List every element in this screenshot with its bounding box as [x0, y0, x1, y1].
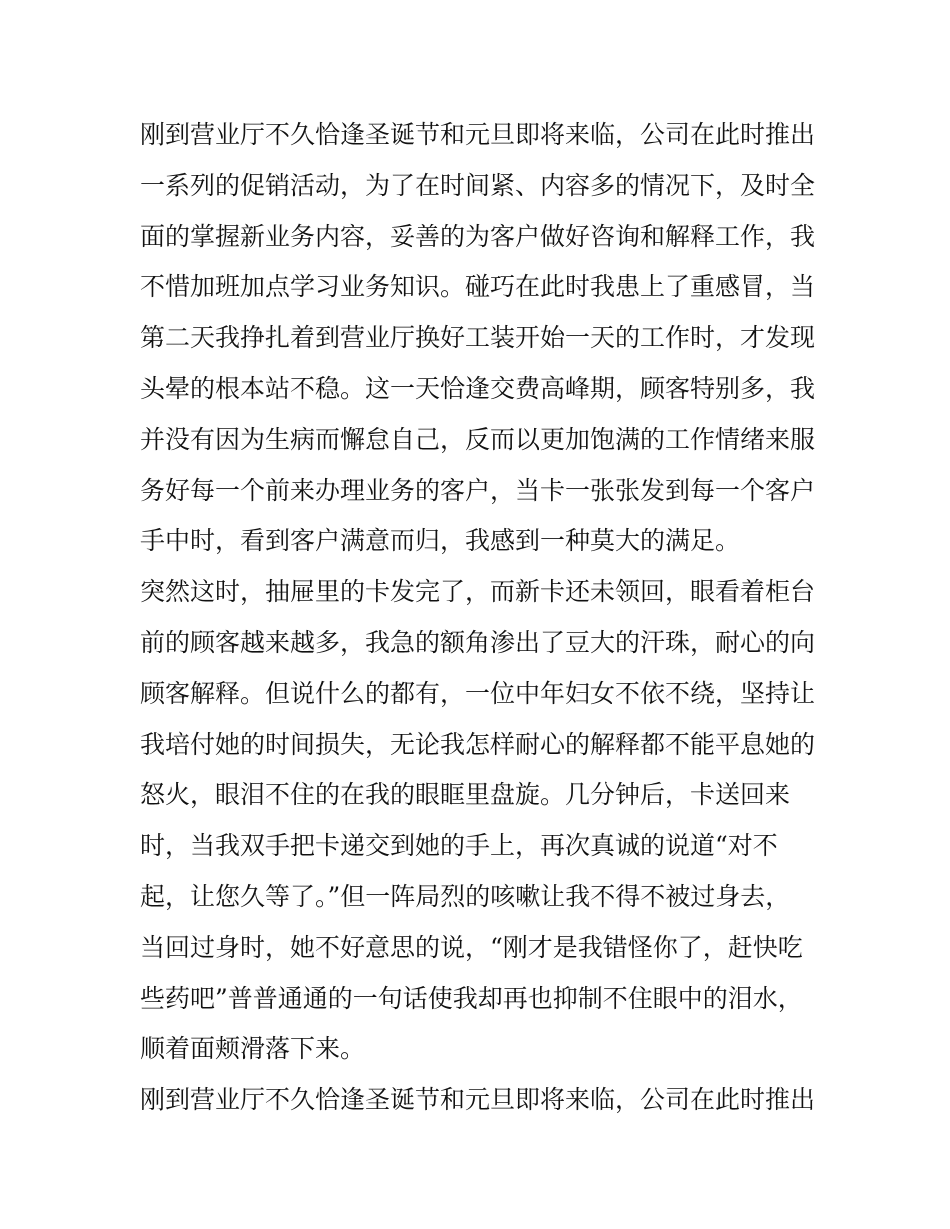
text-line: 突然这时，抽屉里的卡发完了，而新卡还未领回，眼看着柜台 [140, 577, 816, 607]
text-line: 顺着面颊滑落下来。 [140, 1034, 366, 1064]
text-line: 前的顾客越来越多，我急的额角渗出了豆大的汗珠，耐心的向 [140, 627, 816, 657]
text-line: 务好每一个前来办理业务的客户，当卡一张张发到每一个客户 [140, 475, 816, 505]
text-line: 些药吧”普普通通的一句话使我却再也抑制不住眼中的泪水， [140, 983, 803, 1013]
text-line: 时，当我双手把卡递交到她的手上，再次真诚的说道“对不 [140, 831, 778, 861]
text-line: 刚到营业厅不久恰逢圣诞节和元旦即将来临，公司在此时推出 [140, 1085, 816, 1115]
text-line: 起，让您久等了。”但一阵局烈的咳嗽让我不得不被过身去， [140, 881, 791, 911]
text-line: 我培付她的时间损失，无论我怎样耐心的解释都不能平息她的 [140, 729, 816, 759]
text-line: 第二天我挣扎着到营业厅换好工装开始一天的工作时，才发现 [140, 323, 816, 353]
text-line: 不惜加班加点学习业务知识。碰巧在此时我患上了重感冒，当 [140, 272, 816, 302]
text-line: 手中时，看到客户满意而归，我感到一种莫大的满足。 [140, 526, 741, 556]
document-body [140, 110, 820, 1126]
text-line: 怒火，眼泪不住的在我的眼眶里盘旋。几分钟后，卡送回来 [140, 780, 791, 810]
text-line: 头晕的根本站不稳。这一天恰逢交费高峰期，顾客特别多，我 [140, 373, 816, 403]
text-line: 刚到营业厅不久恰逢圣诞节和元旦即将来临，公司在此时推出 [140, 120, 816, 149]
text-line: 一系列的促销活动，为了在时间紧、内容多的情况下，及时全 [140, 170, 816, 200]
text-line: 当回过身时，她不好意思的说，“刚才是我错怪你了，赶快吃 [140, 932, 803, 962]
text-line: 面的掌握新业务内容，妥善的为客户做好咨询和解释工作，我 [140, 221, 816, 251]
text-line: 顾客解释。但说什么的都有，一位中年妇女不依不绕，坚持让 [140, 678, 816, 708]
text-line: 并没有因为生病而懈怠自己，反而以更加饱满的工作情绪来服 [140, 424, 816, 454]
